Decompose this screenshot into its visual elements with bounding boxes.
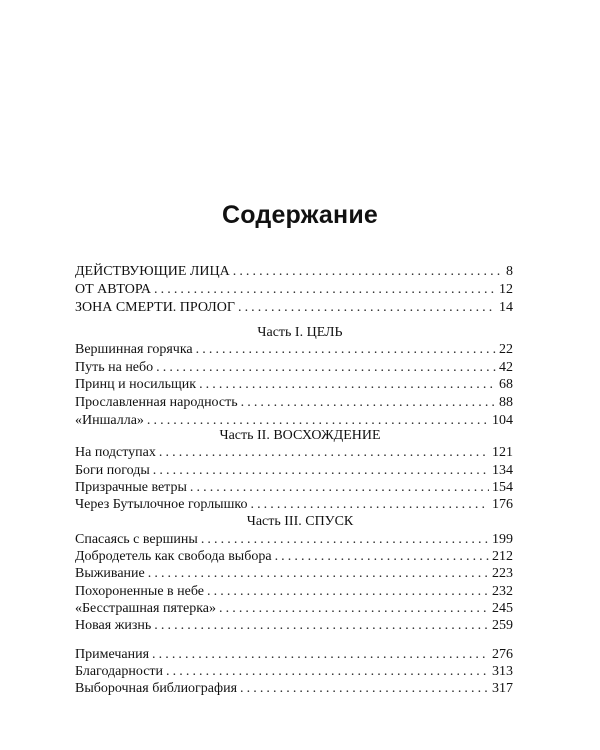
toc-entry [75, 262, 513, 281]
toc-entry-page: 245 [492, 601, 513, 616]
toc-entry [75, 375, 513, 394]
toc-entry-label: Выборочная библиография [75, 681, 238, 696]
toc-entry [75, 443, 513, 462]
toc-entry-label: На подступах [75, 445, 156, 460]
toc-leader-dots [154, 616, 489, 635]
toc-entry-label: Благодарности [75, 664, 164, 679]
toc-entry-page: 134 [492, 463, 513, 478]
toc-entry-label: «Бесстрашная пятерка» [75, 601, 217, 616]
toc-entry-page: 154 [492, 480, 513, 495]
toc-entry-page: 22 [499, 342, 513, 357]
toc-entry-page: 8 [506, 264, 513, 279]
toc-entry-page: 212 [492, 549, 513, 564]
toc-leader-dots [154, 280, 496, 299]
toc-entry [75, 564, 513, 583]
toc-entry-label: «Иншалла» [75, 413, 144, 428]
toc-entry-label: Спасаясь с вершины [75, 532, 198, 547]
toc-entry-label: Прославленная народность [75, 395, 238, 410]
toc-entry-label: Путь на небо [75, 360, 154, 375]
toc-entry-label: Новая жизнь [75, 618, 152, 633]
toc-leader-dots [199, 375, 496, 394]
toc-entry-page: 232 [492, 584, 513, 599]
toc-leader-dots [196, 340, 496, 359]
toc-leader-dots [238, 298, 496, 317]
toc-entry-page: 259 [492, 618, 513, 633]
part-title: Часть II. ВОСХОЖДЕНИЕ [219, 428, 381, 443]
toc-entry-page: 104 [492, 413, 513, 428]
toc-leader-dots [159, 443, 489, 462]
toc-entry-label: Боги погоды [75, 463, 150, 478]
toc-entry-page: 199 [492, 532, 513, 547]
toc-entry-page: 317 [492, 681, 513, 696]
toc-entry-page: 68 [499, 377, 513, 392]
toc-entry [75, 393, 513, 412]
toc-entry-label: Вершинная горячка [75, 342, 193, 357]
toc-entry-label: Призрачные ветры [75, 480, 187, 495]
toc-entry [75, 298, 513, 317]
part-title: Часть I. ЦЕЛЬ [257, 325, 343, 340]
toc-entry-label: Добродетель как свобода выбора [75, 549, 272, 564]
toc-entry-label: ОТ АВТОРА [75, 282, 152, 297]
toc-leader-dots [148, 564, 489, 583]
toc-leader-dots [233, 262, 503, 281]
toc-entry-page: 12 [499, 282, 513, 297]
toc-entry-label: Выживание [75, 566, 145, 581]
toc-entry-page: 176 [492, 497, 513, 512]
toc-entry [75, 340, 513, 359]
toc-entry-page: 42 [499, 360, 513, 375]
toc-leader-dots [241, 393, 496, 412]
toc-entry [75, 616, 513, 635]
toc-entry [75, 280, 513, 299]
toc-entry-label: ДЕЙСТВУЮЩИЕ ЛИЦА [75, 264, 230, 279]
toc-entry-label: Примечания [75, 647, 150, 662]
toc-entry-page: 88 [499, 395, 513, 410]
toc-entry-page: 276 [492, 647, 513, 662]
toc-entry-label: Принц и носильщик [75, 377, 197, 392]
toc-entry-page: 121 [492, 445, 513, 460]
toc-entry [75, 679, 513, 698]
toc-leader-dots [240, 679, 489, 698]
toc-entry-page: 313 [492, 664, 513, 679]
toc-entry-label: Похороненные в небе [75, 584, 205, 599]
toc-entry-label: Через Бутылочное горлышко [75, 497, 248, 512]
part-title: Часть III. СПУСК [246, 514, 354, 529]
toc-entry-label: ЗОНА СМЕРТИ. ПРОЛОГ [75, 300, 235, 315]
toc-entry-page: 223 [492, 566, 513, 581]
page-title: Содержание [221, 201, 379, 229]
toc-entry-page: 14 [499, 300, 513, 315]
